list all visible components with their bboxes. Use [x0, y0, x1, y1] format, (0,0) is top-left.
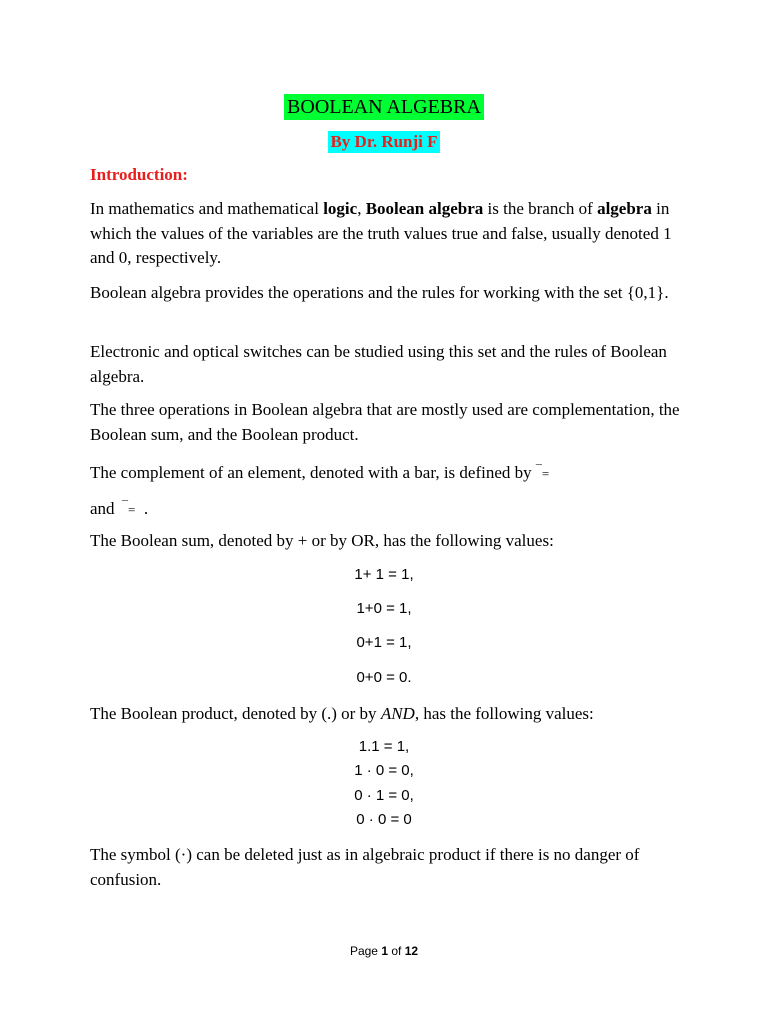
product-value-2: 1 · 0 = 0, — [354, 762, 414, 779]
complement-equals: = — [541, 466, 550, 481]
author-block — [0, 131, 768, 153]
para1-text-4: in which the values of the variables are the truth values true and false, usually denoted 1 and 0, respectively. — [90, 199, 672, 267]
paragraph-sum-intro: The Boolean sum, denoted by + or by OR, has the following values: — [90, 531, 554, 550]
sum-value-1: 1+ 1 = 1, — [354, 566, 414, 583]
para1-bold-boolean-algebra: Boolean algebra — [365, 199, 484, 218]
bar-symbol-2: ¯ — [122, 498, 129, 512]
complement-period: . — [143, 499, 149, 518]
paragraph-complement — [90, 457, 690, 487]
and-text: and — [90, 499, 119, 518]
product-italic-and: AND — [380, 704, 415, 723]
sum-value-2: 1+0 = 1, — [356, 600, 412, 617]
complement-text: The complement of an element, denoted with a bar, is defined by — [90, 463, 536, 482]
para1-bold-algebra: algebra — [597, 199, 652, 218]
bar-symbol: ¯ — [535, 462, 542, 476]
paragraph-complement-and — [90, 493, 690, 523]
paragraph-operations: Boolean algebra provides the operations and the rules for working with the set {0,1}. — [90, 283, 669, 302]
paragraph-product-intro — [90, 702, 690, 727]
paragraph-switches: Electronic and optical switches can be studied using this set and the rules of Boolean algebra. — [90, 342, 667, 386]
footer-page-number: 1 — [381, 944, 388, 958]
product-text-2: , has the following values: — [414, 704, 594, 723]
product-value-3: 0 · 1 = 0, — [354, 787, 414, 804]
para1-text-3: is the branch of — [483, 199, 598, 218]
para1-bold-logic: logic — [323, 199, 358, 218]
product-value-4: 0 · 0 = 0 — [356, 811, 412, 828]
intro-heading: Introduction: — [90, 165, 188, 184]
sum-value-3: 0+1 = 1, — [356, 634, 412, 651]
complement-equals-2: = — [128, 502, 136, 517]
author-line: By Dr. Runji F — [330, 132, 438, 151]
paragraph-symbol-note: The symbol (·) can be deleted just as in algebraic product if there is no danger of confusion. — [90, 845, 640, 889]
footer-page-word: Page — [349, 944, 382, 958]
paragraph-definition — [90, 197, 690, 271]
product-value-1: 1.1 = 1, — [358, 738, 410, 755]
sum-value-4: 0+0 = 0. — [356, 669, 412, 686]
document-title: BOOLEAN ALGEBRA — [284, 94, 484, 120]
product-text-1: The Boolean product, denoted by (.) or by — [90, 704, 381, 723]
title-block — [0, 94, 768, 120]
para1-text-1: In mathematics and mathematical — [90, 199, 324, 218]
footer-total-pages: 12 — [404, 944, 419, 958]
para1-text-2: , — [357, 199, 366, 218]
page-footer — [0, 944, 768, 958]
footer-of-word: of — [388, 944, 405, 958]
paragraph-three-operations: The three operations in Boolean algebra that are mostly used are complementation, the Boolean sum, and the Boolean product. — [90, 400, 680, 444]
